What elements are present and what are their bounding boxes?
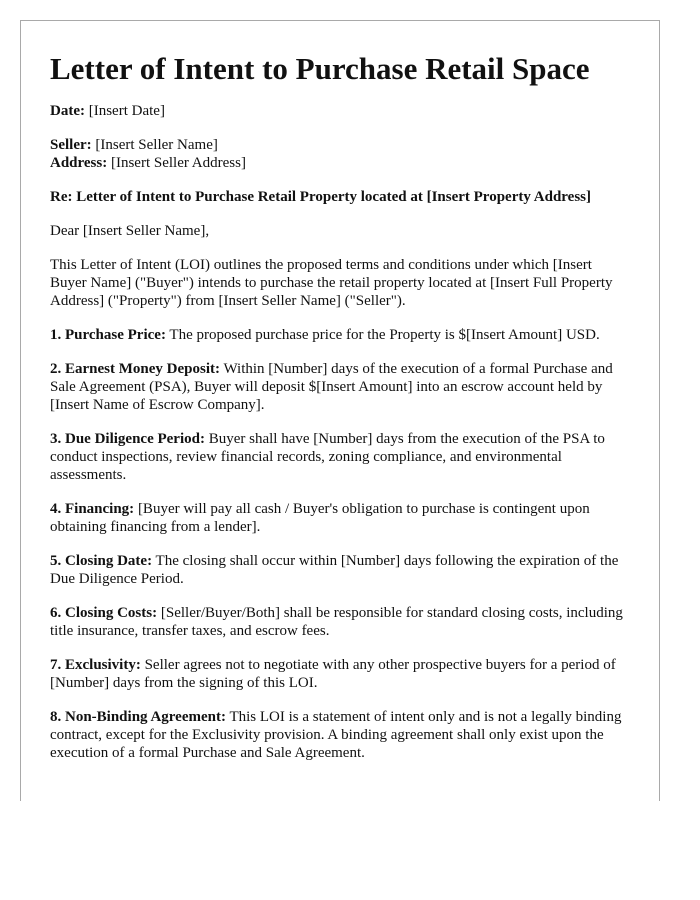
- seller-block: [50, 136, 631, 172]
- date-value: [Insert Date]: [84, 103, 165, 119]
- address-line: [50, 154, 631, 172]
- date-line: [50, 102, 631, 120]
- section-text: Buyer shall have [Number] days from the execution of the PSA to conduct inspections, review financial records, zoning compliance, and environmental assessments.: [50, 431, 605, 483]
- section-text: [Seller/Buyer/Both] shall be responsible for standard closing costs, including title insurance, transfer taxes, and escrow fees.: [50, 605, 623, 639]
- seller-label: Seller:: [50, 137, 92, 153]
- section-label: 8. Non-Binding Agreement:: [50, 709, 226, 725]
- section-closing-costs: [50, 604, 631, 640]
- section-text: The proposed purchase price for the Property is $[Insert Amount] USD.: [165, 327, 600, 343]
- section-text: [Buyer will pay all cash / Buyer's obligation to purchase is contingent upon obtaining financing from a lender].: [50, 501, 590, 535]
- address-label: Address:: [50, 155, 108, 171]
- address-value: [Insert Seller Address]: [107, 155, 246, 171]
- section-purchase-price: [50, 326, 631, 344]
- document-title: Letter of Intent to Purchase Retail Space: [50, 51, 590, 86]
- section-label: 4. Financing:: [50, 501, 135, 517]
- section-label: 6. Closing Costs:: [50, 605, 158, 621]
- letter-page: [20, 20, 660, 801]
- date-label: Date:: [50, 103, 85, 119]
- section-text: The closing shall occur within [Number] days following the expiration of the Due Diligence Period.: [50, 553, 619, 587]
- re-line: Re: Letter of Intent to Purchase Retail Property located at [Insert Property Address]: [50, 189, 591, 205]
- section-closing-date: [50, 552, 631, 588]
- seller-value: [Insert Seller Name]: [91, 137, 218, 153]
- section-label: 5. Closing Date:: [50, 553, 153, 569]
- section-financing: [50, 500, 631, 536]
- section-text: Within [Number] days of the execution of a formal Purchase and Sale Agreement (PSA), Buyer will deposit $[Insert Amount] into an escrow account held by [Insert Name of Escrow Company].: [50, 361, 613, 413]
- section-due-diligence: [50, 430, 631, 484]
- section-non-binding: [50, 708, 631, 762]
- section-text: This LOI is a statement of intent only and is not a legally binding contract, except for the Exclusivity provision. A binding agreement shall only exist upon the execution of a formal Purchase and Sale Agreement.: [50, 709, 622, 761]
- section-exclusivity: [50, 656, 631, 692]
- section-label: 2. Earnest Money Deposit:: [50, 361, 220, 377]
- section-label: 1. Purchase Price:: [50, 327, 166, 343]
- section-earnest-money: [50, 360, 631, 414]
- section-label: 7. Exclusivity:: [50, 657, 141, 673]
- salutation: Dear [Insert Seller Name],: [50, 223, 210, 239]
- section-text: Seller agrees not to negotiate with any other prospective buyers for a period of [Number] days from the signing of this LOI.: [50, 657, 616, 691]
- intro-paragraph: This Letter of Intent (LOI) outlines the proposed terms and conditions under which [Insert Buyer Name] ("Buyer") intends to purchase the retail property located at [Insert Full Property Address] ("Property") from [Insert Seller Name] ("Seller").: [50, 257, 613, 309]
- section-label: 3. Due Diligence Period:: [50, 431, 205, 447]
- seller-line: [50, 136, 631, 154]
